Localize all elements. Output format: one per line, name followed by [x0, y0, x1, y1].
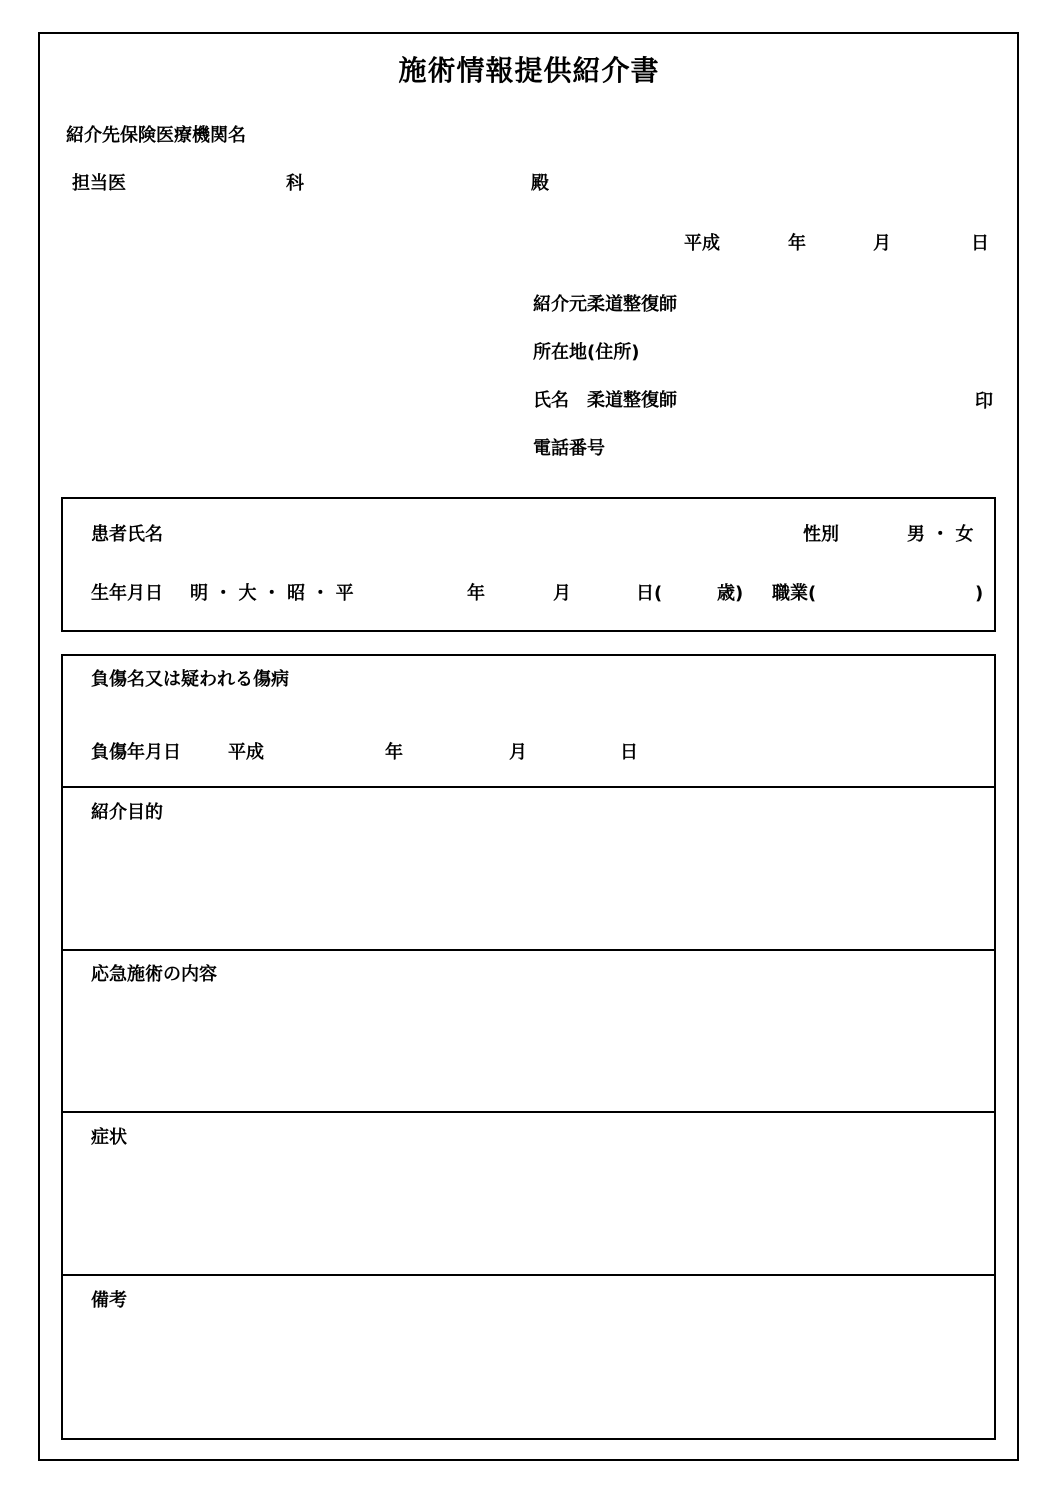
injury-date-month: 月	[509, 742, 527, 763]
sex-label: 性別	[803, 524, 839, 545]
date-month: 月	[873, 233, 891, 254]
emergency-treatment-label: 応急施術の内容	[91, 964, 217, 985]
injury-name-label: 負傷名又は疑われる傷病	[91, 669, 289, 690]
birth-month: 月	[553, 583, 571, 604]
honorific-label: 殿	[531, 173, 549, 194]
age-label: 歳)	[717, 583, 744, 604]
divider	[61, 949, 996, 951]
divider	[61, 786, 996, 788]
symptoms-label: 症状	[91, 1127, 127, 1148]
divider	[61, 1274, 996, 1276]
occupation-close: )	[975, 583, 984, 604]
birth-day: 日(	[636, 583, 663, 604]
birth-eras: 明 ・ 大 ・ 昭 ・ 平	[190, 583, 354, 604]
injury-date-era: 平成	[228, 742, 264, 763]
referrer-name-label: 氏名 柔道整復師	[533, 390, 677, 411]
purpose-label: 紹介目的	[91, 802, 163, 823]
date-year: 年	[788, 233, 806, 254]
doctor-label: 担当医	[72, 173, 126, 194]
referrer-title: 紹介元柔道整復師	[533, 294, 677, 315]
address-label: 所在地(住所)	[533, 342, 640, 363]
patient-info-box	[61, 497, 996, 632]
injury-date-day: 日	[620, 742, 638, 763]
document-title: 施術情報提供紹介書	[398, 54, 660, 87]
seal-label: 印	[975, 391, 993, 412]
injury-date-label: 負傷年月日	[91, 742, 181, 763]
remarks-label: 備考	[91, 1290, 127, 1311]
birth-label: 生年月日	[91, 583, 163, 604]
institution-label: 紹介先保険医療機関名	[66, 125, 246, 146]
department-label: 科	[286, 173, 304, 194]
injury-details-box	[61, 654, 996, 1440]
injury-date-year: 年	[385, 742, 403, 763]
date-era: 平成	[684, 233, 720, 254]
phone-label: 電話番号	[533, 438, 605, 459]
patient-name-label: 患者氏名	[91, 524, 163, 545]
divider	[61, 1111, 996, 1113]
sex-options: 男 ・ 女	[907, 524, 974, 545]
date-day: 日	[971, 233, 989, 254]
occupation-label: 職業(	[772, 583, 817, 604]
birth-year: 年	[467, 583, 485, 604]
